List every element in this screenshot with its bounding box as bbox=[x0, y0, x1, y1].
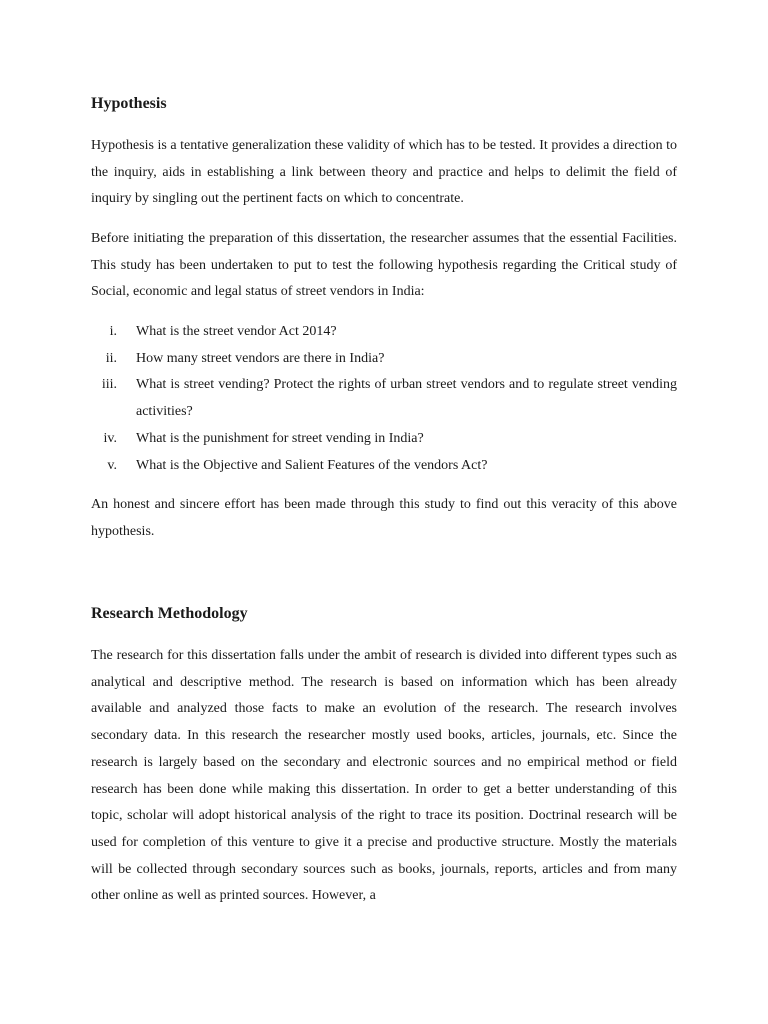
hypothesis-paragraph-2: Before initiating the preparation of this dissertation, the researcher assumes that the essential Facilities. This study has been undertaken to put to test the following hypothesis regarding the Critical study of Social, economic and legal status of street vendors in India: bbox=[91, 231, 677, 300]
list-item-text: What is the street vendor Act 2014? bbox=[136, 324, 337, 339]
list-item-number: iii. bbox=[101, 377, 117, 393]
list-item-number: ii. bbox=[105, 350, 117, 366]
list-item bbox=[91, 346, 677, 373]
list-item-number: iv. bbox=[103, 430, 117, 446]
list-item-number: i. bbox=[109, 324, 117, 339]
list-item-text: How many street vendors are there in India? bbox=[136, 350, 385, 366]
hypothesis-question-list bbox=[91, 319, 677, 479]
list-item bbox=[91, 319, 677, 346]
list-item-number: v. bbox=[107, 457, 117, 473]
section-heading-hypothesis: Hypothesis bbox=[91, 95, 167, 112]
list-item-text: What is the Objective and Salient Features of the vendors Act? bbox=[136, 457, 488, 473]
list-item bbox=[91, 453, 677, 480]
list-item-text: What is street vending? Protect the rights of urban street vendors and to regulate street vending activities? bbox=[136, 377, 677, 420]
methodology-paragraph-1: The research for this dissertation falls under the ambit of research is divided into different types such as analytical and descriptive method. The research is based on information which has been already available and analyzed those facts to make an evolution of the research. The research involves secondary data. In this research the researcher mostly used books, articles, journals, etc. Since the research is largely based on the secondary and electronic sources and no empirical method or field research has been done while making this dissertation. In order to get a better understanding of this topic, scholar will adopt historical analysis of the right to trace its position. Doctrinal research will be used for completion of this venture to give it a precise and productive structure. Mostly the materials will be collected through secondary sources such as books, journals, reports, articles and from many other online as well as printed sources. However, a bbox=[91, 648, 677, 904]
section-heading-research-methodology: Research Methodology bbox=[91, 605, 248, 622]
hypothesis-paragraph-3: An honest and sincere effort has been made through this study to find out this veracity of this above hypothesis. bbox=[91, 497, 677, 539]
hypothesis-paragraph-1: Hypothesis is a tentative generalization these validity of which has to be tested. It provides a direction to the inquiry, aids in establishing a link between theory and practice and helps to delimit the field of inquiry by singling out the pertinent facts on which to concentrate. bbox=[91, 138, 677, 207]
list-item bbox=[91, 426, 677, 453]
list-item-text: What is the punishment for street vending in India? bbox=[136, 430, 424, 446]
list-item bbox=[91, 372, 677, 425]
